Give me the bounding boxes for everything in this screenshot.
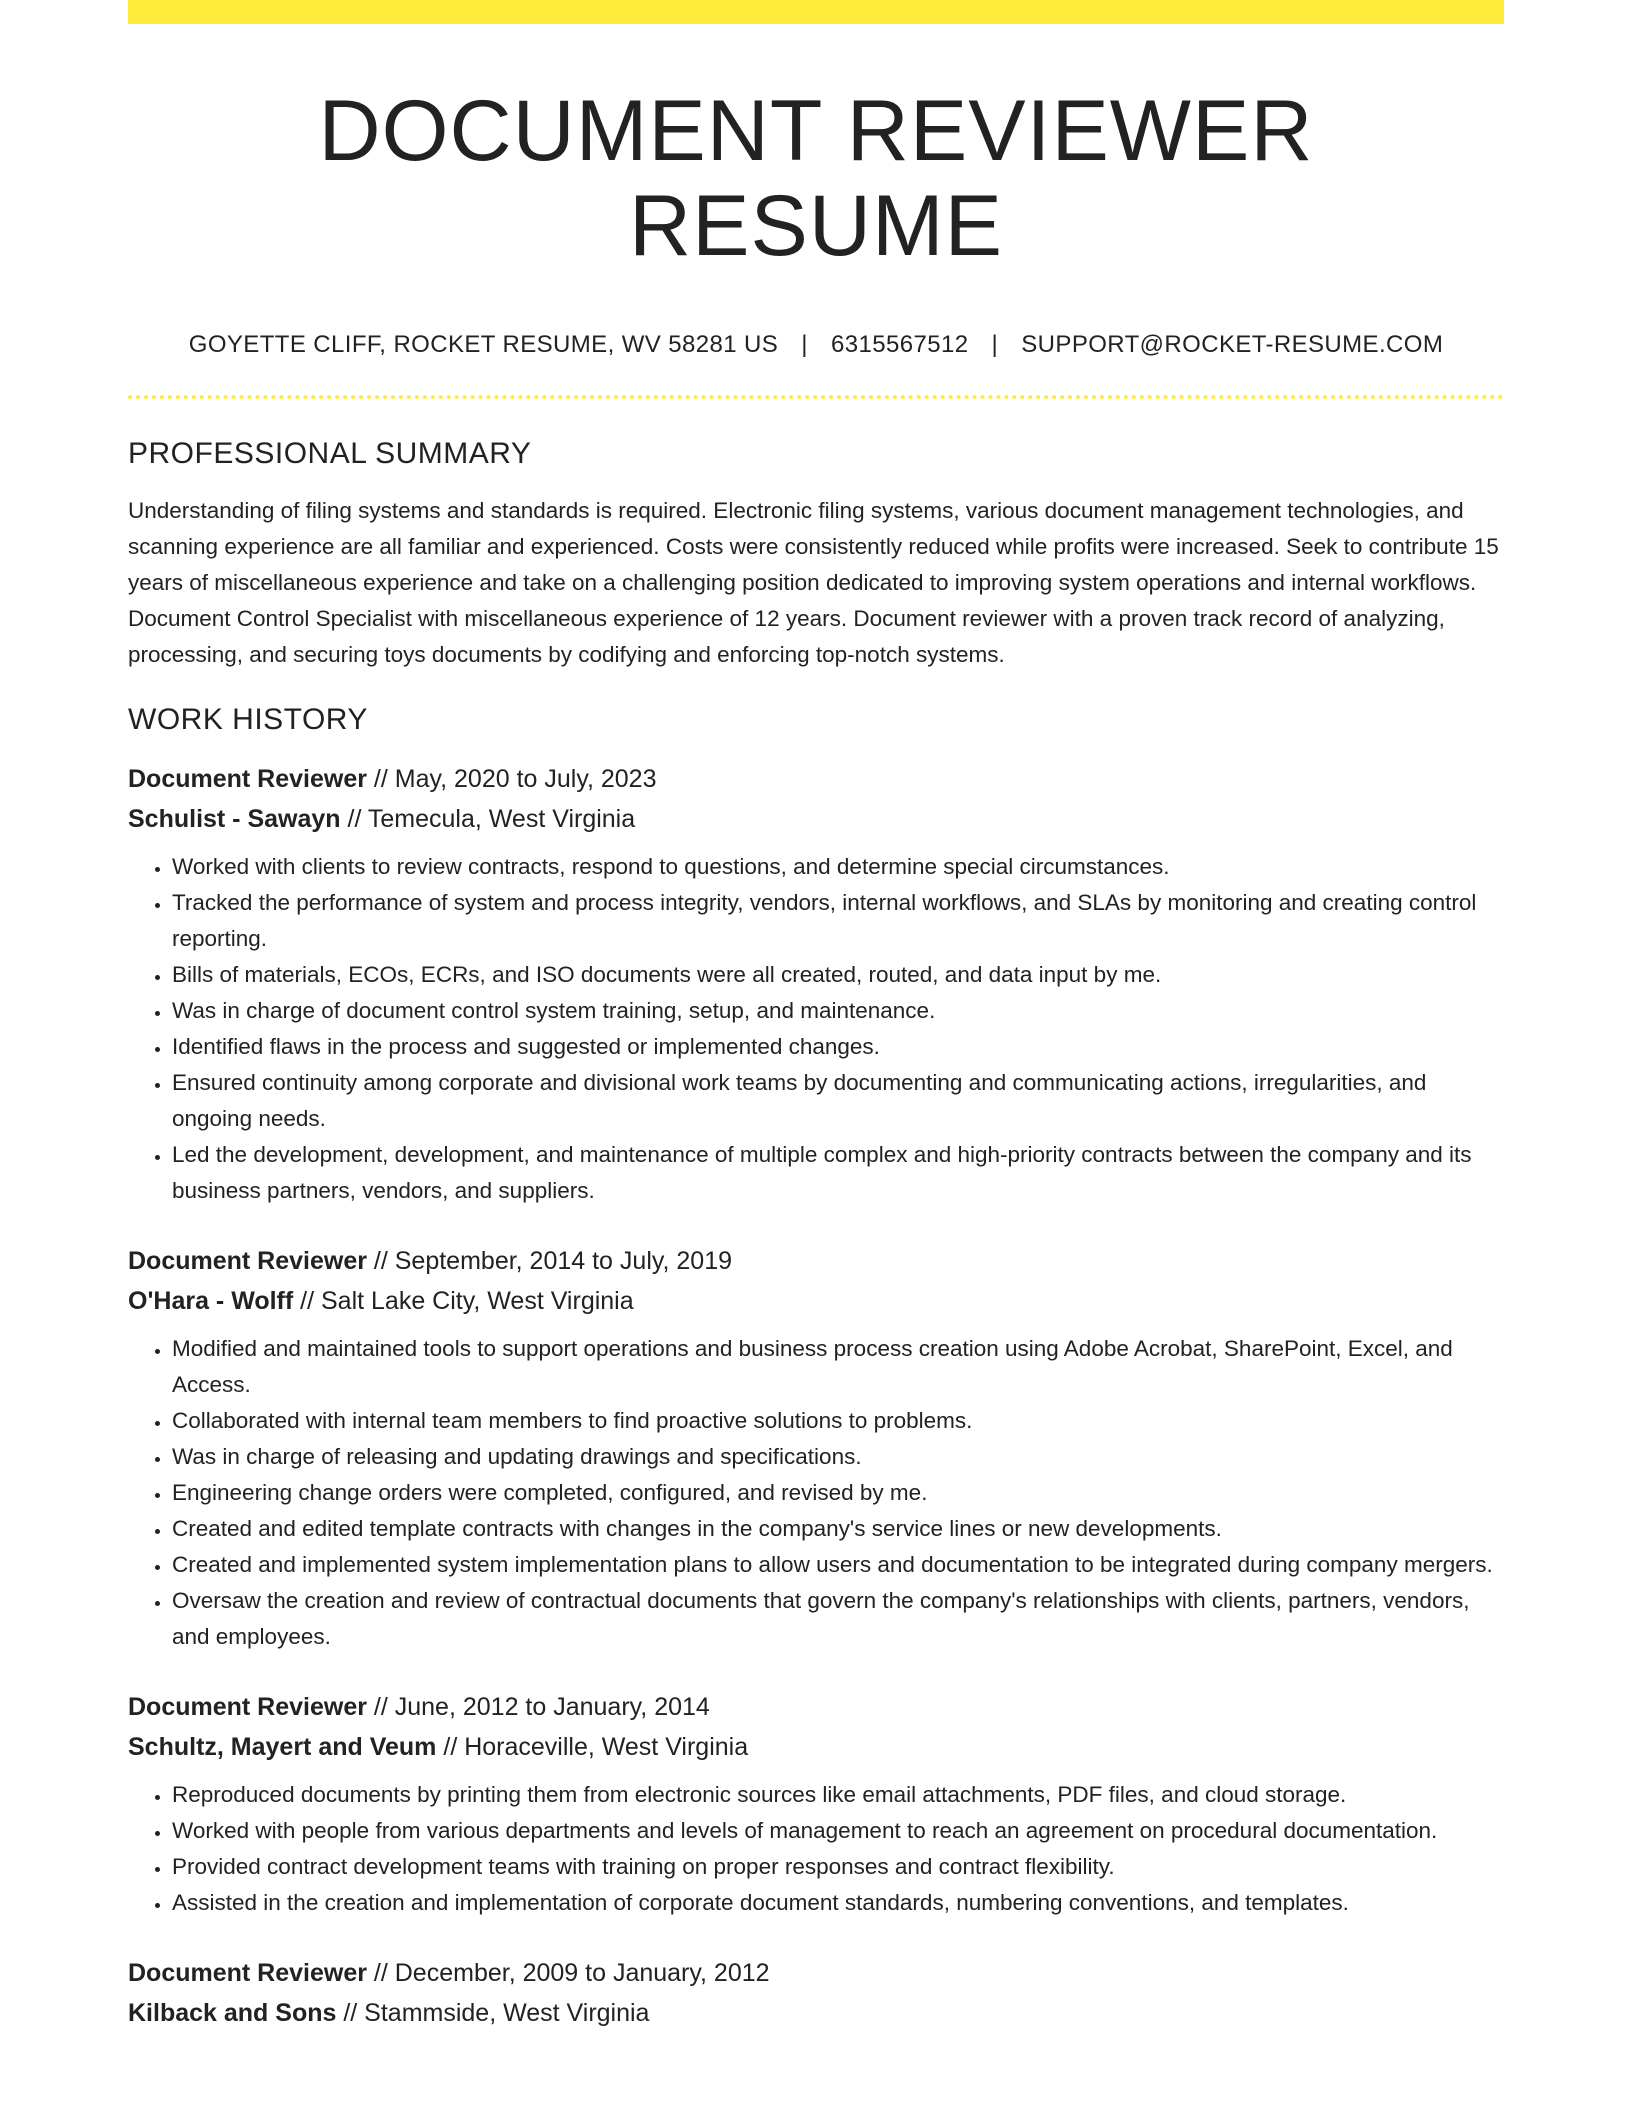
job-role-line — [128, 1241, 1504, 1281]
job-bullet: • Engineering change orders were completed, configured, and revised by me. — [172, 1475, 1504, 1511]
job-company: Schulist - Sawayn — [128, 805, 341, 834]
job-role-line — [128, 1687, 1504, 1727]
contact-email: SUPPORT@ROCKET-RESUME.COM — [1021, 331, 1444, 359]
job-role: Document Reviewer — [128, 1693, 367, 1722]
dotted-divider — [128, 395, 1504, 399]
job-location: // Horaceville, West Virginia — [436, 1733, 749, 1762]
job-bullet: • Reproduced documents by printing them from electronic sources like email attachments, PDF files, and cloud storage. — [172, 1777, 1504, 1813]
job-bullet: • Was in charge of releasing and updating drawings and specifications. — [172, 1439, 1504, 1475]
job-bullet: • Tracked the performance of system and process integrity, vendors, internal workflows, and SLAs by monitoring and creating control reporting. — [172, 885, 1504, 957]
job-dates: // May, 2020 to July, 2023 — [366, 765, 657, 794]
job-bullet: • Created and implemented system implementation plans to allow users and documentation to be integrated during company mergers. — [172, 1547, 1504, 1583]
job-role-line — [128, 759, 1504, 799]
summary-text: Understanding of filing systems and standards is required. Electronic filing systems, various document management technologies, and scanning experience are all familiar and experienced. Costs were consistently reduced while profits were increased. Seek to contribute 15 years of miscellaneous experience and take on a challenging position dedicated to improving system operations and internal workflows. Document Control Specialist with miscellaneous experience of 12 years. Document reviewer with a proven track record of analyzing, processing, and securing toys documents by codifying and enforcing top-notch systems. — [128, 498, 1499, 668]
resume-page — [128, 0, 1504, 2033]
job-company: Schultz, Mayert and Veum — [128, 1733, 437, 1762]
work-history-list — [128, 759, 1504, 2033]
job-company-line — [128, 1281, 1504, 1321]
job-entry — [128, 759, 1504, 1209]
job-bullets — [128, 1331, 1504, 1655]
job-bullet: • Led the development, development, and maintenance of multiple complex and high-priority contracts between the company and its business partners, vendors, and suppliers. — [172, 1137, 1504, 1209]
job-location: // Stammside, West Virginia — [336, 1999, 650, 2028]
job-bullets — [128, 849, 1504, 1209]
job-bullet: • Identified flaws in the process and suggested or implemented changes. — [172, 1029, 1504, 1065]
job-bullet: • Bills of materials, ECOs, ECRs, and ISO documents were all created, routed, and data input by me. — [172, 957, 1504, 993]
job-dates: // September, 2014 to July, 2019 — [366, 1247, 733, 1276]
work-history-heading: WORK HISTORY — [128, 703, 368, 737]
job-bullets — [128, 1777, 1504, 1921]
job-role: Document Reviewer — [128, 1959, 367, 1988]
job-role: Document Reviewer — [128, 765, 367, 794]
accent-top-bar — [128, 0, 1504, 24]
job-dates: // December, 2009 to January, 2012 — [366, 1959, 770, 1988]
job-company-line — [128, 1727, 1504, 1767]
job-bullet: • Worked with people from various departments and levels of management to reach an agreement on procedural documentation. — [172, 1813, 1504, 1849]
job-bullet: • Oversaw the creation and review of contractual documents that govern the company's relationships with clients, partners, vendors, and employees. — [172, 1583, 1504, 1655]
contact-address: GOYETTE CLIFF, ROCKET RESUME, WV 58281 US — [188, 331, 779, 359]
job-entry — [128, 1241, 1504, 1655]
job-entry — [128, 1687, 1504, 1921]
job-bullet: • Ensured continuity among corporate and divisional work teams by documenting and communicating actions, irregularities, and ongoing needs. — [172, 1065, 1504, 1137]
job-bullet: • Collaborated with internal team members to find proactive solutions to problems. — [172, 1403, 1504, 1439]
resume-title: DOCUMENT REVIEWER RESUME — [318, 83, 1314, 274]
job-dates: // June, 2012 to January, 2014 — [366, 1693, 710, 1722]
contact-phone: 6315567512 — [830, 331, 969, 359]
job-bullet: • Modified and maintained tools to support operations and business process creation using Adobe Acrobat, SharePoint, Excel, and Access. — [172, 1331, 1504, 1403]
job-entry — [128, 1953, 1504, 2033]
job-bullet: • Provided contract development teams with training on proper responses and contract flexibility. — [172, 1849, 1504, 1885]
job-bullet: • Assisted in the creation and implementation of corporate document standards, numbering conventions, and templates. — [172, 1885, 1504, 1921]
contact-line — [128, 331, 1504, 359]
job-role: Document Reviewer — [128, 1247, 367, 1276]
job-company: Kilback and Sons — [128, 1999, 337, 2028]
contact-separator: | — [991, 331, 999, 359]
job-bullet: • Was in charge of document control system training, setup, and maintenance. — [172, 993, 1504, 1029]
job-company-line — [128, 799, 1504, 839]
job-location: // Salt Lake City, West Virginia — [293, 1287, 634, 1316]
contact-separator: | — [801, 331, 808, 359]
job-role-line — [128, 1953, 1504, 1993]
job-location: // Temecula, West Virginia — [340, 805, 636, 834]
job-bullet: • Worked with clients to review contracts, respond to questions, and determine special circumstances. — [172, 849, 1504, 885]
job-company-line — [128, 1993, 1504, 2033]
job-company: O'Hara - Wolff — [128, 1287, 294, 1316]
summary-heading: PROFESSIONAL SUMMARY — [128, 437, 532, 471]
job-bullet: • Created and edited template contracts with changes in the company's service lines or new developments. — [172, 1511, 1504, 1547]
